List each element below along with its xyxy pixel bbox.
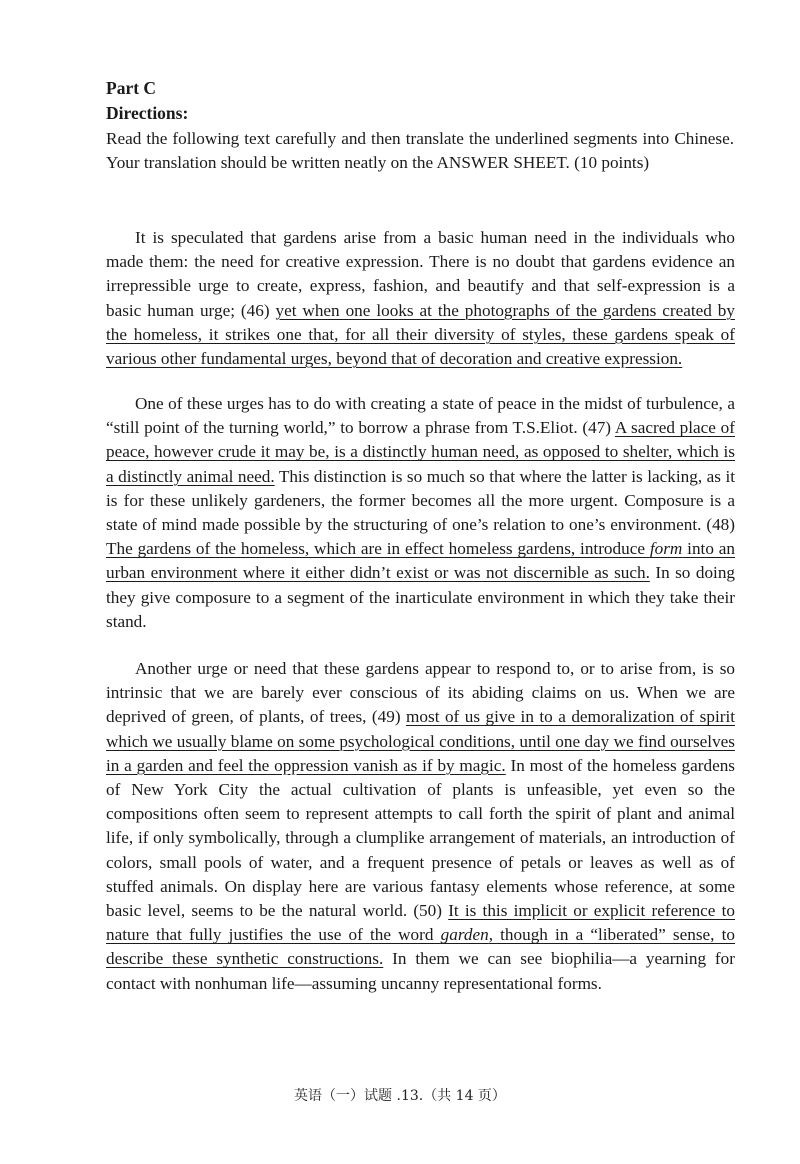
underlined-segment-49: most of us give in to a demoralization of spirit which we usually blame on some psychological conditions, until one day we find ourselves in a garden and feel the oppression vanish as if by magic.	[106, 707, 735, 775]
segment-48-text-a: The gardens of the homeless, which are in effect homeless gardens, introduce	[106, 539, 650, 559]
p3-text-a: Another urge or need that these gardens appear to respond to, or to arise from, is so intrinsic that we are barely ever conscious of its abiding claims on us. When we are deprived of green, of plants, of trees, (49)	[106, 659, 735, 727]
part-title: Part C	[106, 78, 157, 98]
p1-text: It is speculated that gardens arise from a basic human need in the individuals who made them: the need for creative expression. There is no doubt that gardens evidence an irrepressible urge to create, express, fashion, and beautify and that self-expression is a basic human urge; (46)	[106, 228, 735, 320]
directions-label: Directions:	[106, 103, 189, 123]
segment-48-text-b: into an urban environment where it either didn’t exist or was not discernible as such.	[106, 539, 735, 583]
p3-text-c: In them we can see biophilia—a yearning for contact with nonhuman life—assuming uncanny representational forms.	[106, 949, 735, 993]
underlined-segment-47: A sacred place of peace, however crude it may be, is a distinctly human need, as opposed to shelter, which is a distinctly animal need.	[106, 418, 735, 486]
paragraph-3	[106, 657, 735, 996]
p2-text-c: In so doing they give composure to a segment of the inarticulate environment in which they take their stand.	[106, 563, 736, 631]
underlined-segment-48	[106, 539, 735, 582]
p2-text-a: One of these urges has to do with creating a state of peace in the midst of turbulence, a “still point of the turning world,” to borrow a phrase from T.S.Eliot. (47)	[106, 394, 735, 438]
p3-text-b: In most of the homeless gardens of New York City the actual cultivation of plants is unfeasible, yet even so the compositions often seem to represent attempts to call forth the spirit of plant and animal life, if only symbolically, through a clumplike arrangement of materials, an introduction of colors, small pools of water, and a frequent presence of petals or leaves as well as of stuffed animals. On display here are various fantasy elements whose reference, at some basic level, seems to be the natural world. (50)	[106, 755, 735, 921]
page-footer: 英语（一）试题 .13.（共 14 页）	[294, 1088, 506, 1104]
directions-text: Read the following text carefully and then translate the underlined segments into Chinese. Your translation should be written neatly on the ANSWER SHEET. (10 points)	[106, 129, 734, 173]
paragraph-1	[106, 226, 735, 371]
paragraph-2	[106, 392, 735, 634]
segment-48-italic-word: form	[649, 539, 683, 559]
p2-text-b: This distinction is so much so that where the latter is lacking, as it is for these unlikely gardeners, the former becomes all the more urgent. Composure is a state of mind made possible by the structuring of one’s relation to one’s environment. (48)	[106, 466, 736, 535]
segment-50-text-b: , though in a “liberated” sense, to describe these synthetic constructions.	[106, 925, 735, 969]
segment-50-italic-word: garden	[440, 925, 489, 945]
segment-50-text-a: It is this implicit or explicit reference to nature that fully justifies the use of the word	[106, 901, 736, 945]
underlined-segment-46: yet when one looks at the photographs of the gardens created by the homeless, it strikes one that, for all their diversity of styles, these gardens speak of various other fundamental urges, beyond that of decoration and creative expression.	[106, 300, 735, 369]
